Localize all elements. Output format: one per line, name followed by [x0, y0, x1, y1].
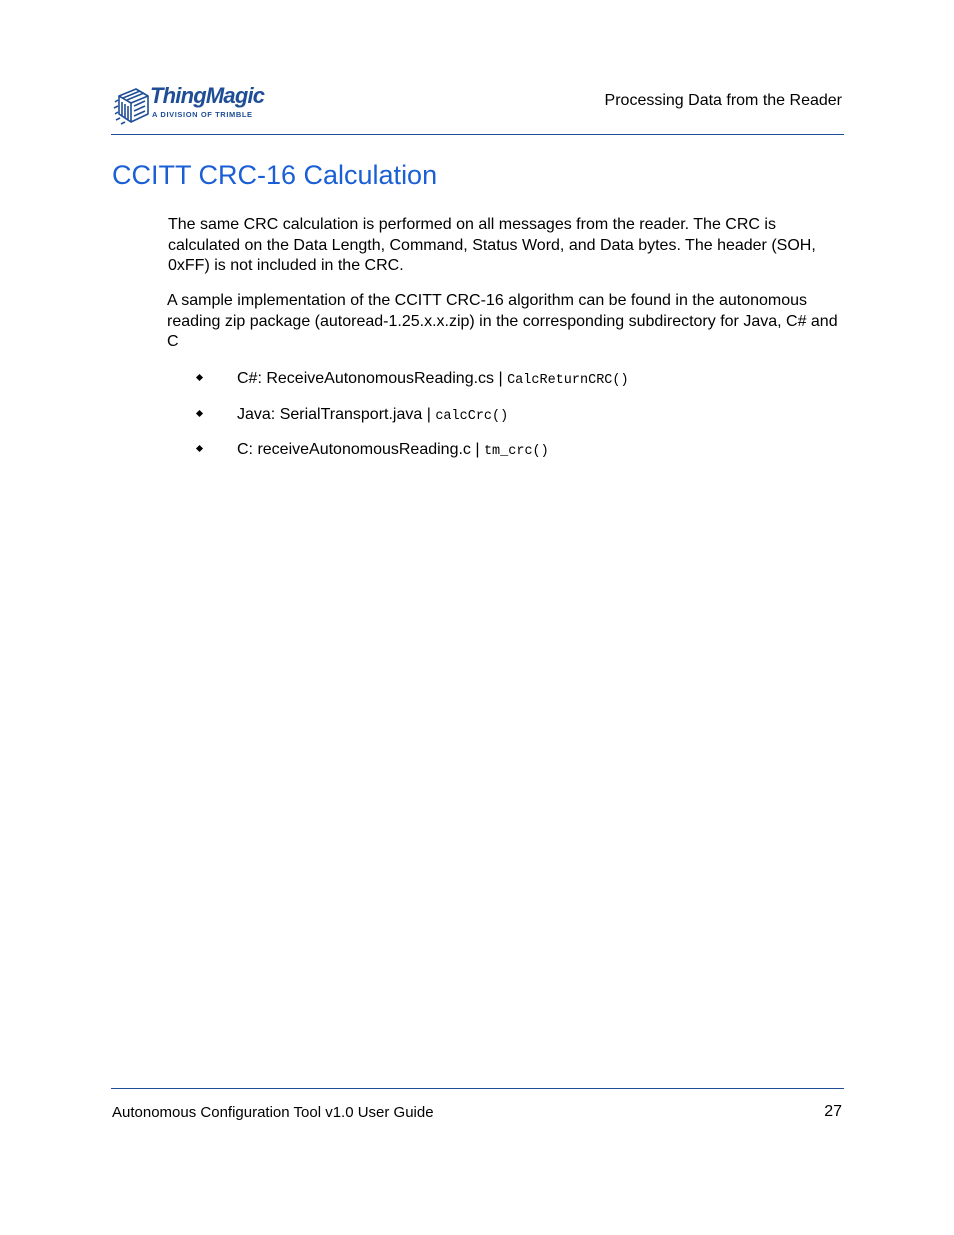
- page-number: 27: [824, 1103, 842, 1120]
- bullet-diamond-icon: [196, 409, 203, 416]
- list-item-label: Java: SerialTransport.java |: [237, 405, 436, 423]
- function-name: CalcReturnCRC(): [507, 373, 629, 388]
- list-item-label: C: receiveAutonomousReading.c |: [237, 441, 484, 458]
- function-name: calcCrc(): [435, 408, 509, 424]
- document-title: Autonomous Configuration Tool v1.0 User Guide: [112, 1104, 434, 1121]
- logo-wordmark: ThingMagic: [150, 83, 265, 108]
- function-name: tm_crc(): [483, 444, 549, 459]
- footer-rule: [111, 1088, 844, 1089]
- bullet-diamond-icon: [196, 445, 203, 452]
- sample-implementation-paragraph: A sample implementation of the CCITT CRC-16 algorithm can be found in the autonomous reading zip package (autoread-1.25.x.x.zip) in the corresponding subdirectory for Java, C# and C: [167, 292, 838, 350]
- logo-subtitle: A DIVISION OF TRIMBLE: [152, 110, 253, 119]
- list-item-label: C#: ReceiveAutonomousReading.cs |: [237, 370, 508, 387]
- logo-mark-icon: [112, 78, 152, 130]
- section-title: CCITT CRC-16 Calculation: [112, 160, 438, 190]
- header-rule: [111, 134, 844, 135]
- running-header: Processing Data from the Reader: [604, 92, 842, 109]
- intro-paragraph: The same CRC calculation is performed on all messages from the reader. The CRC is calculated on the Data Length, Command, Status Word, and Data bytes. The header (SOH, 0xFF) is not included in the CRC.: [168, 216, 816, 274]
- bullet-diamond-icon: [196, 374, 203, 381]
- thingmagic-logo: [112, 78, 282, 130]
